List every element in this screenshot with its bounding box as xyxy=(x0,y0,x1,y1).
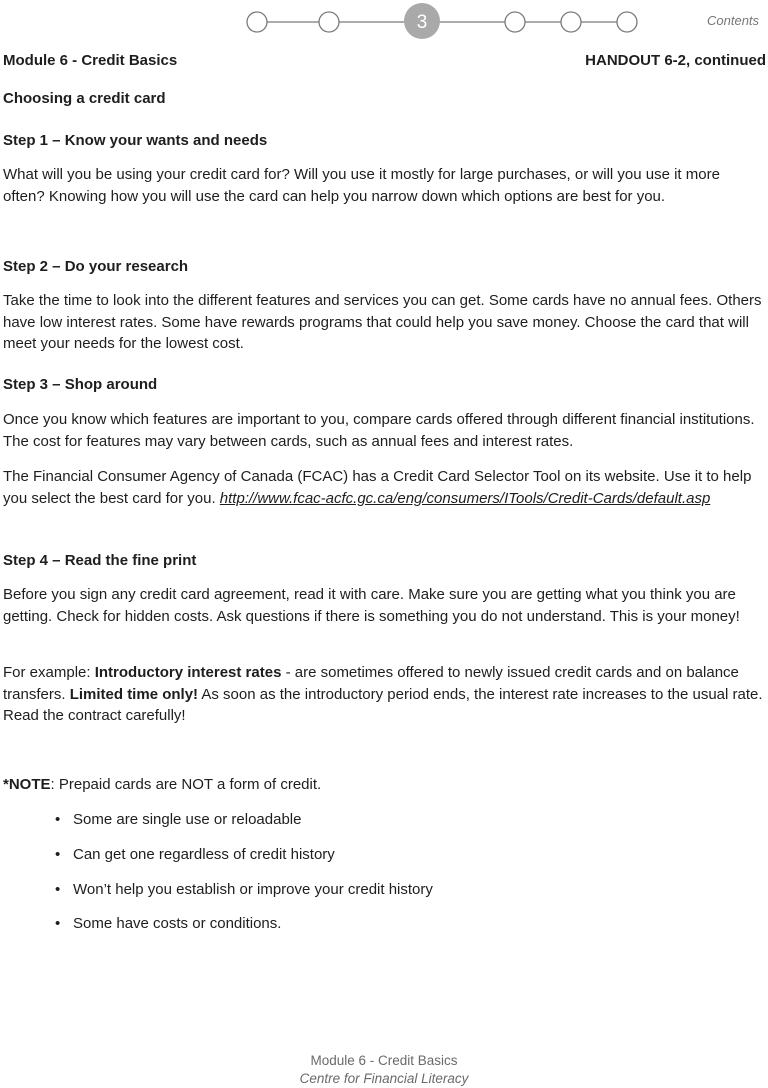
bullet-icon: • xyxy=(55,845,61,863)
current-page-number: 3 xyxy=(416,12,428,33)
prepaid-bullet-list xyxy=(55,809,433,948)
step3-text-2-body: The Financial Consumer Agency of Canada (FCAC) has a Credit Card Selector Tool on its website. Use it to help you select the best card for you. xyxy=(3,468,752,507)
page-dot-2[interactable] xyxy=(319,12,339,32)
footer-organization: Centre for Financial Literacy xyxy=(299,1071,469,1086)
footer-module: Module 6 - Credit Basics xyxy=(310,1053,458,1068)
step4-text-1: Before you sign any credit card agreement, read it with care. Make sure you are getting what you think you are getting. Check for hidden costs. Ask questions if there is something you do not understand. This is your money! xyxy=(3,586,740,625)
intro-rates-term: Introductory interest rates xyxy=(94,664,282,681)
page-dot-1[interactable] xyxy=(247,12,267,32)
limited-time-term: Limited time only! xyxy=(69,685,199,703)
list-item xyxy=(55,879,433,914)
step3-text-2 xyxy=(3,466,765,509)
page-dot-4[interactable] xyxy=(505,12,525,32)
list-item-text: Some are single use or reloadable xyxy=(73,811,302,828)
prepaid-note xyxy=(3,774,765,796)
page-dot-5[interactable] xyxy=(561,12,581,32)
list-item-text: Some have costs or conditions. xyxy=(73,915,282,933)
step3-text-1: Once you know which features are important to you, compare cards offered through different financial institutions. The cost for features may vary between cards, such as annual fees and interest rates. xyxy=(3,411,755,450)
step1-heading: Step 1 – Know your wants and needs xyxy=(3,132,268,149)
bullet-icon: • xyxy=(55,811,61,828)
module-title: Module 6 - Credit Basics xyxy=(3,52,178,69)
fcac-tool-link[interactable]: http://www.fcac-acfc.gc.ca/eng/consumers/ITools/Credit-Cards/default.asp xyxy=(219,489,711,507)
step4-heading: Step 4 – Read the fine print xyxy=(3,552,197,569)
bullet-icon: • xyxy=(55,915,61,933)
list-item xyxy=(55,809,433,844)
list-item-text: Won’t help you establish or improve your credit history xyxy=(73,880,433,898)
contents-link[interactable]: Contents xyxy=(707,13,760,28)
example-end: As soon as the introductory period ends, the interest rate increases to the usual rate. Read the contract carefully! xyxy=(3,685,763,724)
list-item-text: Can get one regardless of credit history xyxy=(73,845,335,863)
page-navigator xyxy=(0,0,768,46)
example-middle: - are sometimes offered to newly issued credit cards and on balance transfers. xyxy=(3,664,739,703)
step2-text: Take the time to look into the different features and services you can get. Some cards have no annual fees. Others have low interest rates. Some have rewards programs that could help you save money. Choose the card that will meet your needs for the lowest cost. xyxy=(3,292,762,352)
step1-text: What will you be using your credit card for? Will you use it mostly for large purchases, or will you use it more often? Knowing how you will use the card can help you narrow down which options are best for you. xyxy=(3,166,720,205)
section-title: Choosing a credit card xyxy=(3,90,166,107)
note-text: : Prepaid cards are NOT a form of credit. xyxy=(50,776,322,793)
note-label: *NOTE xyxy=(3,776,51,793)
step4-example xyxy=(3,662,765,727)
step2-heading: Step 2 – Do your research xyxy=(3,258,189,275)
list-item xyxy=(55,913,433,948)
page-dot-6[interactable] xyxy=(617,12,637,32)
step3-heading: Step 3 – Shop around xyxy=(3,376,158,393)
list-item xyxy=(55,844,433,879)
bullet-icon: • xyxy=(55,880,61,898)
example-prefix: For example: xyxy=(3,664,95,681)
page-navigator-track xyxy=(0,0,768,46)
handout-label: HANDOUT 6-2, continued xyxy=(585,52,766,69)
